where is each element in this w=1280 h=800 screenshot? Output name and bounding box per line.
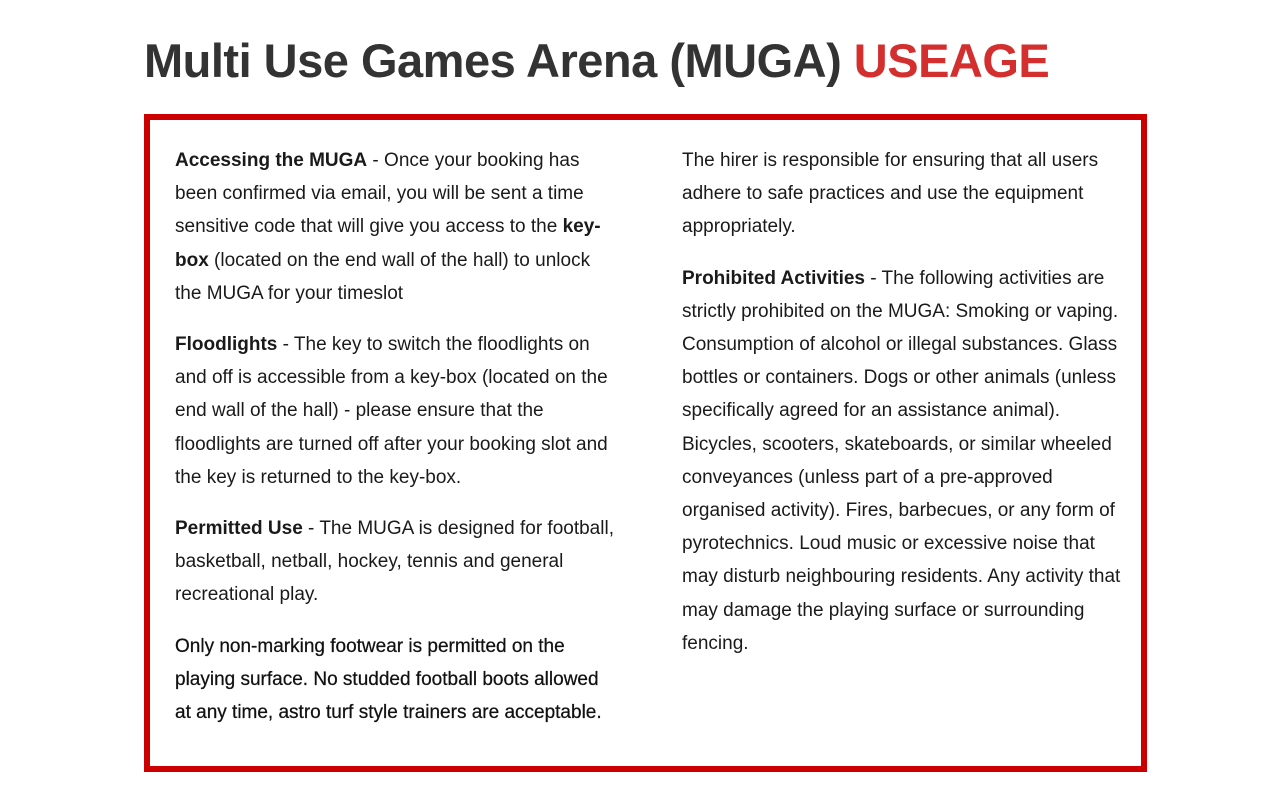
- permitted-use-text: - The MUGA is designed for football, basketball, netball, hockey, tennis and general recreational play.: [175, 518, 614, 606]
- accessing-text-2: (located on the end wall of the hall) to unlock the MUGA for your timeslot: [175, 249, 591, 304]
- hirer-paragraph: The hirer is responsible for ensuring that all users adhere to safe practices and use the equipment appropriately.: [682, 150, 1099, 238]
- right-column: [682, 144, 1130, 678]
- permitted-use-heading: Permitted Use: [175, 518, 303, 540]
- permitted-use-paragraph: [175, 512, 615, 612]
- floodlights-paragraph: [175, 328, 615, 494]
- page-title-accent: USEAGE: [853, 34, 1050, 87]
- accessing-text-1: - Once your booking has been confirmed via email, you will be sent a time sensitive code that will give you access to the: [175, 150, 584, 238]
- rules-box: [144, 114, 1147, 772]
- floodlights-text: - The key to switch the floodlights on and off is accessible from a key-box (located on the end wall of the hall) - please ensure that the floodlights are turned off after your booking slot and the key is returned to the key-box.: [175, 334, 608, 488]
- key-box-term: key-box: [175, 216, 601, 271]
- footwear-paragraph: Only non-marking footwear is permitted on the playing surface. No studded football boots allowed at any time, astro turf style trainers are acceptable.: [175, 635, 602, 724]
- prohibited-text: - The following activities are strictly prohibited on the MUGA: Smoking or vaping. Consumption of alcohol or illegal substances. Glass bottles or containers. Dogs or other animals (unless specifically agreed for an assistance animal). Bicycles, scooters, skateboards, or similar wheeled conveyances (unless part of a pre-approved organised activity). Fires, barbecues, or any form of pyrotechnics. Loud music or excessive noise that may disturb neighbouring residents. Any activity that may damage the playing surface or surrounding fencing.: [682, 267, 1121, 654]
- prohibited-heading: Prohibited Activities: [682, 267, 865, 289]
- accessing-paragraph: [175, 144, 615, 310]
- prohibited-paragraph: [682, 262, 1130, 660]
- floodlights-heading: Floodlights: [175, 334, 278, 356]
- left-column: [175, 144, 615, 747]
- page-title-main: Multi Use Games Arena (MUGA): [144, 34, 854, 87]
- accessing-heading: Accessing the MUGA: [175, 150, 368, 171]
- page-title: [144, 34, 1049, 88]
